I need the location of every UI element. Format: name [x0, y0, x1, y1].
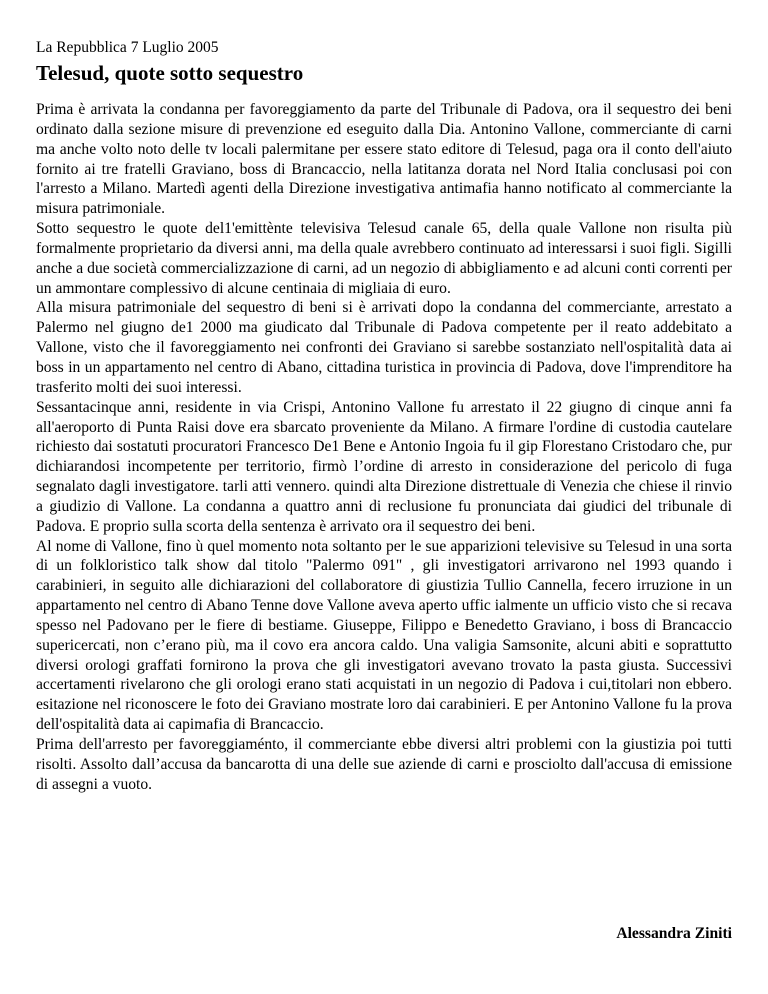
source-line: La Repubblica 7 Luglio 2005 [36, 39, 219, 56]
paragraph: Prima dell'arresto per favoreggiaménto, il commerciante ebbe diversi altri problemi con la giustizia poi tutti risolti. Assolto dall’accusa da bancarotta di una delle sue aziende di carni e prosciolto dall'accusa di emissione di assegni a vuoto. [36, 736, 732, 793]
article-page [36, 38, 732, 942]
paragraph: Al nome di Vallone, fino ù quel momento nota soltanto per le sue apparizioni televisive su Telesud in una sorta di un folkloristico talk show dal titolo "Palermo 091" , gli investigatori arrivarono nel 1993 quando i carabinieri, in seguito alle dichiarazioni del collaboratore di giustizia Tullio Cannella, fecero irruzione in un appartamento nel centro di Abano Tenne dove Vallone aveva aperto uffic ialmente un ufficio visto che si recava spesso nel Padovano per le fiere di bestiame. Giuseppe, Filippo e Benedetto Graviano, i boss di Brancaccio supericercati, non c’erano più, ma il covo era ancora caldo. Una valigia Samsonite, alcuni abiti e soprattutto diversi orologi graffati fornirono la prova che gli investigatori avevano trovato la pasta giusta. Successivi accertamenti rivelarono che gli orologi erano stati acquistati in un negozio di Padova i cui,titolari non ebbero. esitazione nel riconoscere le foto dei Graviano mostrate loro dai carabinieri. E per Antonino Vallone fu la prova dell'ospitalità data ai capimafia di Brancaccio. [36, 537, 732, 734]
article-title: Telesud, quote sotto sequestro [36, 61, 304, 85]
author-byline: Alessandra Ziniti [616, 925, 732, 942]
paragraph: Alla misura patrimoniale del sequestro di beni si è arrivati dopo la condanna del commerciante, arrestato a Palermo nel giugno de1 2000 ma giudicato dal Tribunale di Padova competente per il reato addebitato a Vallone, visto che il favoreggiamento nei confronti dei Graviano si sarebbe sostanziato nell'ospitalità data ai boss in un appartamento nel centro di Abano, cittadina turistica in provincia di Padova, dove l'imprenditore ha trasferito molti dei suoi interessi. [36, 299, 732, 396]
paragraph: Sotto sequestro le quote del1'emittènte televisiva Telesud canale 65, della quale Vallone non risulta più formalmente proprietario da diversi anni, ma della quale avrebbero continuato ad interessarsi i suoi figli. Sigilli anche a due società commercializzazione di carni, ad un negozio di abbigliamento e ad alcuni conti correnti per un ammontare complessivo di alcune centinaia di migliaia di euro. [36, 220, 732, 297]
paragraph: Sessantacinque anni, residente in via Crispi, Antonino Vallone fu arrestato il 22 giugno di cinque anni fa all'aeroporto di Punta Raisi dove era sbarcato proveniente da Milano. A firmare l'ordine di custodia cautelare richiesto dai sostatuti procuratori Francesco De1 Bene e Antonio Ingoia fu il gip Florestano Cristodaro che, pur dichiarandosi incompetente per territorio, firmò l’ordine di arresto in considerazione del pericolo di fuga segnalato dagli investigatore. tarli atti vennero. quindi alta Direzione distrettuale di Venezia che chiese il rinvio a giudizio di Vallone. La condanna a quattro anni di reclusione fu pronunciata dai giudici del tribunale di Padova. E proprio sulla scorta della sentenza è arrivato ora il sequestro dei beni. [36, 398, 732, 535]
paragraph: Prima è arrivata la condanna per favoreggiamento da parte del Tribunale di Padova, ora il sequestro dei beni ordinato dalla sezione misure di prevenzione ed eseguito dalla Dia. Antonino Vallone, commerciante di carni ma anche volto noto delle tv locali palermitane per essere stato editore di Telesud, paga ora il conto dell'aiuto fornito ai tre fratelli Graviano, boss di Brancaccio, nella latitanza dorata nel Nord Italia conclusasi poi con l'arresto a Milano. Martedì agenti della Direzione investigativa antimafia hanno notificato al commerciante la misura patrimoniale. [36, 101, 732, 218]
article-body [36, 100, 732, 795]
